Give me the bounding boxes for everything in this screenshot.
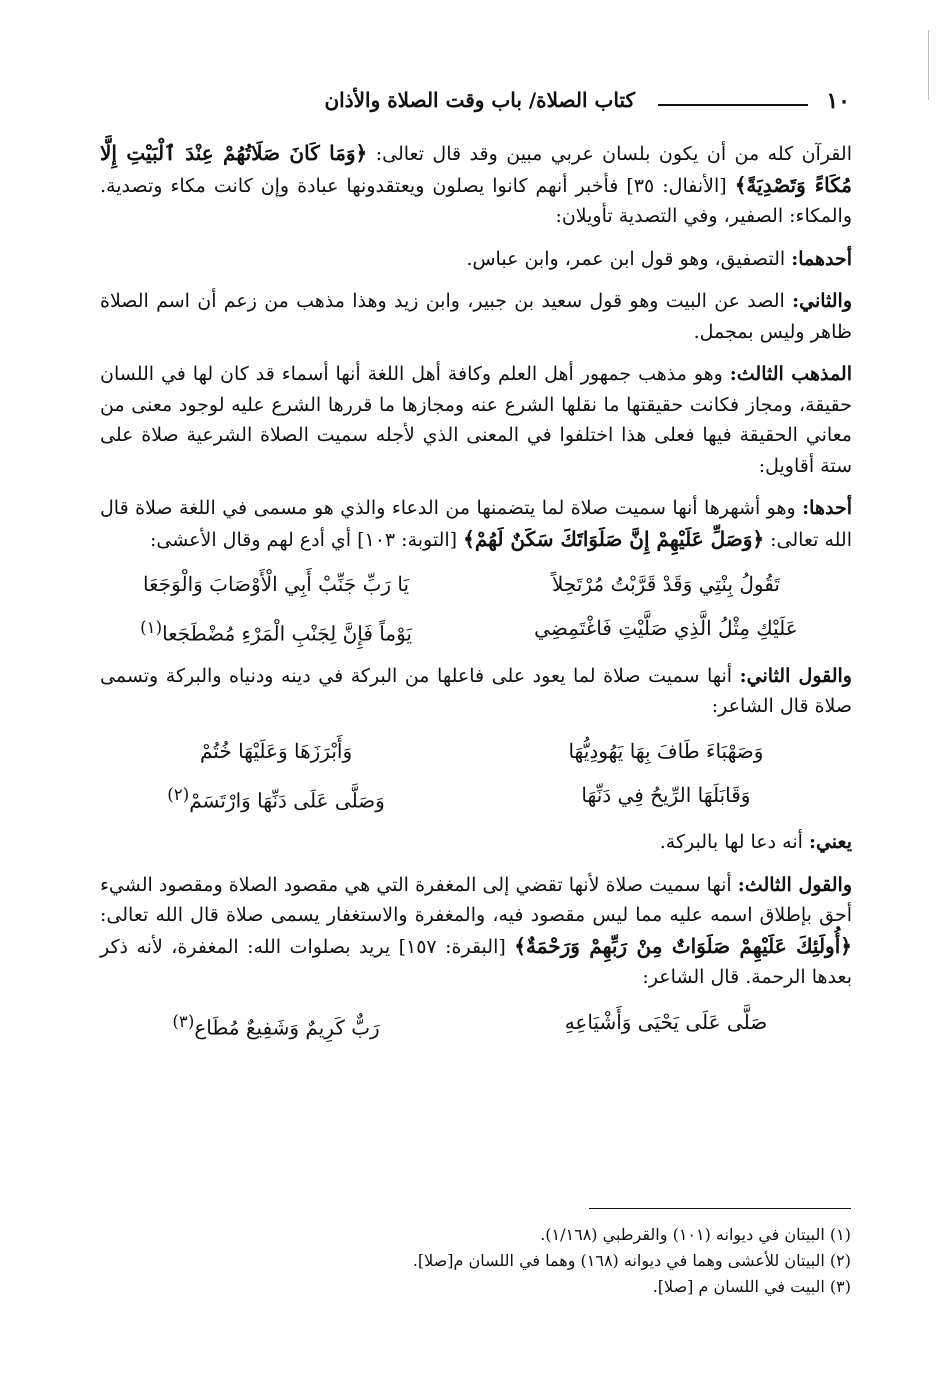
- footnote-item: (٢) البيتان للأعشى وهما في ديوانه (١٦٨) وهما في اللسان م[صلا].: [412, 1251, 851, 1270]
- paragraph-8: والقول الثالث: أنها سميت صلاة لأنها تقضي إلى المغفرة التي هي مقصود الصلاة ومقصود الشيء أحق بإطلاق اسمه عليه مما ليس مقصود فيه، والمغفرة والاستغفار يسمى صلاة قال الله تعالى: ﴿أُولَئِكَ عَلَيْهِمْ صَلَوَاتٌ مِنْ رَبِّهِمْ وَرَحْمَةٌ﴾ [البقرة: ١٥٧] يريد بصلوات الله: المغفرة، لأنه ذكر بعدها الرحمة. قال الشاعر:: [100, 873, 852, 989]
- poem-3: [100, 1005, 852, 1045]
- quran-verse: ﴿وَمَا كَانَ صَلَاتُهُمْ عِنْدَ ٱلْبَيْتِ إِلَّا مُكَاءً وَتَصْدِيَةً﴾: [100, 141, 852, 197]
- paragraph-label: أحدها:: [802, 497, 852, 519]
- paragraph-7: يعني: أنه دعا لها بالبركة.: [659, 831, 852, 854]
- paragraph-6: والقول الثاني: أنها سميت صلاة لما يعود على فاعلها من البركة في دينه ودنياه والبركة وتسمى صلاة قال الشاعر:: [100, 664, 852, 718]
- paragraph-4: المذهب الثالث: وهو مذهب جمهور أهل العلم وكافة أهل اللغة أنها أسماء قد كان لها في اللسان حقيقة، ومجاز فكانت حقيقتها ما نقلها الشرع عنه ومجازها ما قررها الشرع عليه لوجود معنى من معاني الحقيقة فيها فعلى هذا اختلفوا في المعنى الذي لأجله سميت الصلاة الشرعية صلاة على ستة أقاويل:: [100, 363, 852, 477]
- poem-line: وَصَهْبَاءَ طَافَ بِهَا يَهُودِيُّهَا وَأَبْرَزَهَا وَعَلَيْهَا خُتُمْ: [200, 738, 764, 763]
- paragraph-1: القرآن كله من أن يكون بلسان عربي مبين وقد قال تعالى: ﴿وَمَا كَانَ صَلَاتُهُمْ عِنْدَ ٱلْبَيْتِ إِلَّا مُكَاءً وَتَصْدِيَةً﴾ [الأنفال: ٣٥] فأخبر أنهم كانوا يصلون ويعتقدونها عبادة وإن كانت مكاء وتصدية. والمكاء: الصفير، وفي التصدية تأويلان:: [100, 141, 852, 227]
- footnote-item: (١) البيتان في ديوانه (١٠١) والقرطبي (١/١٦٨).: [540, 1225, 851, 1244]
- main-text: [100, 138, 852, 1054]
- page-header: [80, 88, 850, 120]
- poem-1: [100, 567, 852, 651]
- page-edge-mark: [928, 30, 932, 100]
- paragraph-5: أحدها: وهو أشهرها أنها سميت صلاة لما يتضمنها من الدعاء والذي هو مسمى في اللغة صلاة قال الله تعالى: ﴿وَصَلِّ عَلَيْهِمْ إِنَّ صَلَوَاتَكَ سَكَنٌ لَهُمْ﴾ [التوبة: ١٠٣] أي أدع لهم وقال الأعشى:: [100, 497, 852, 551]
- footnote-ref: (١): [140, 618, 163, 637]
- poem-line: وَقَابَلَهَا الرِّيحُ فِي دَنِّهَا وَصَلَّى عَلَى دَنِّهَا وَارْتَسَمْ$^{(٢)}$: [167, 782, 751, 813]
- poem-line: عَلَيْكِ مِثْلُ الَّذِي صَلَّيْتِ فَاغْتَمِضِي يَوْماً فَإِنَّ لِجَنْبِ الْمَرْءِ مُضْطَجَعا$^{(١)}$: [140, 616, 798, 646]
- paragraph-3: والثاني: الصد عن البيت وهو قول سعيد بن جبير، وابن زيد وهذا مذهب من زعم أن اسم الصلاة ظاهر وليس بمجمل.: [100, 290, 852, 343]
- poem-line: صَلَّى عَلَى يَحْيَى وَأَشْيَاعِهِ رَبٌّ كَرِيمٌ وَشَفِيعٌ مُطَاع$^{(٣)}$: [172, 1009, 768, 1040]
- paragraph-label: والقول الثالث:: [737, 873, 852, 896]
- footnote-ref: (٣): [172, 1011, 195, 1031]
- footnotes: [99, 1222, 851, 1300]
- footnote-rule: [589, 1208, 851, 1209]
- quran-verse: ﴿وَصَلِّ عَلَيْهِمْ إِنَّ صَلَوَاتَكَ سَكَنٌ لَهُمْ﴾: [463, 526, 765, 551]
- paragraph-label: أحدهما:: [791, 247, 852, 270]
- paragraph-label: والثاني:: [792, 290, 852, 312]
- header-rule: [658, 104, 808, 106]
- poem-2: [100, 734, 852, 818]
- page-number: ١٠: [826, 88, 850, 114]
- footnote-item: (٣) البيت في اللسان م [صلا].: [652, 1277, 851, 1296]
- footnote-ref: (٢): [167, 784, 190, 804]
- paragraph-label: المذهب الثالث:: [729, 363, 852, 385]
- paragraph-label: والقول الثاني:: [739, 664, 852, 687]
- quran-verse: ﴿أُولَئِكَ عَلَيْهِمْ صَلَوَاتٌ مِنْ رَبِّهِمْ وَرَحْمَةٌ﴾: [514, 933, 852, 958]
- running-title: كتاب الصلاة/ باب وقت الصلاة والأذان: [324, 88, 635, 112]
- poem-line: تَقُولُ بِنْتِي وَقَدْ قَرَّبْتُ مُرْتَحِلاً يَا رَبِّ جَنِّبْ أَبِي الْأَوْصَابَ وَالْوَجَعَا: [143, 572, 780, 596]
- paragraph-2: أحدهما: التصفيق، وهو قول ابن عمر، وابن عباس.: [466, 247, 852, 270]
- paragraph-label: يعني:: [808, 831, 852, 854]
